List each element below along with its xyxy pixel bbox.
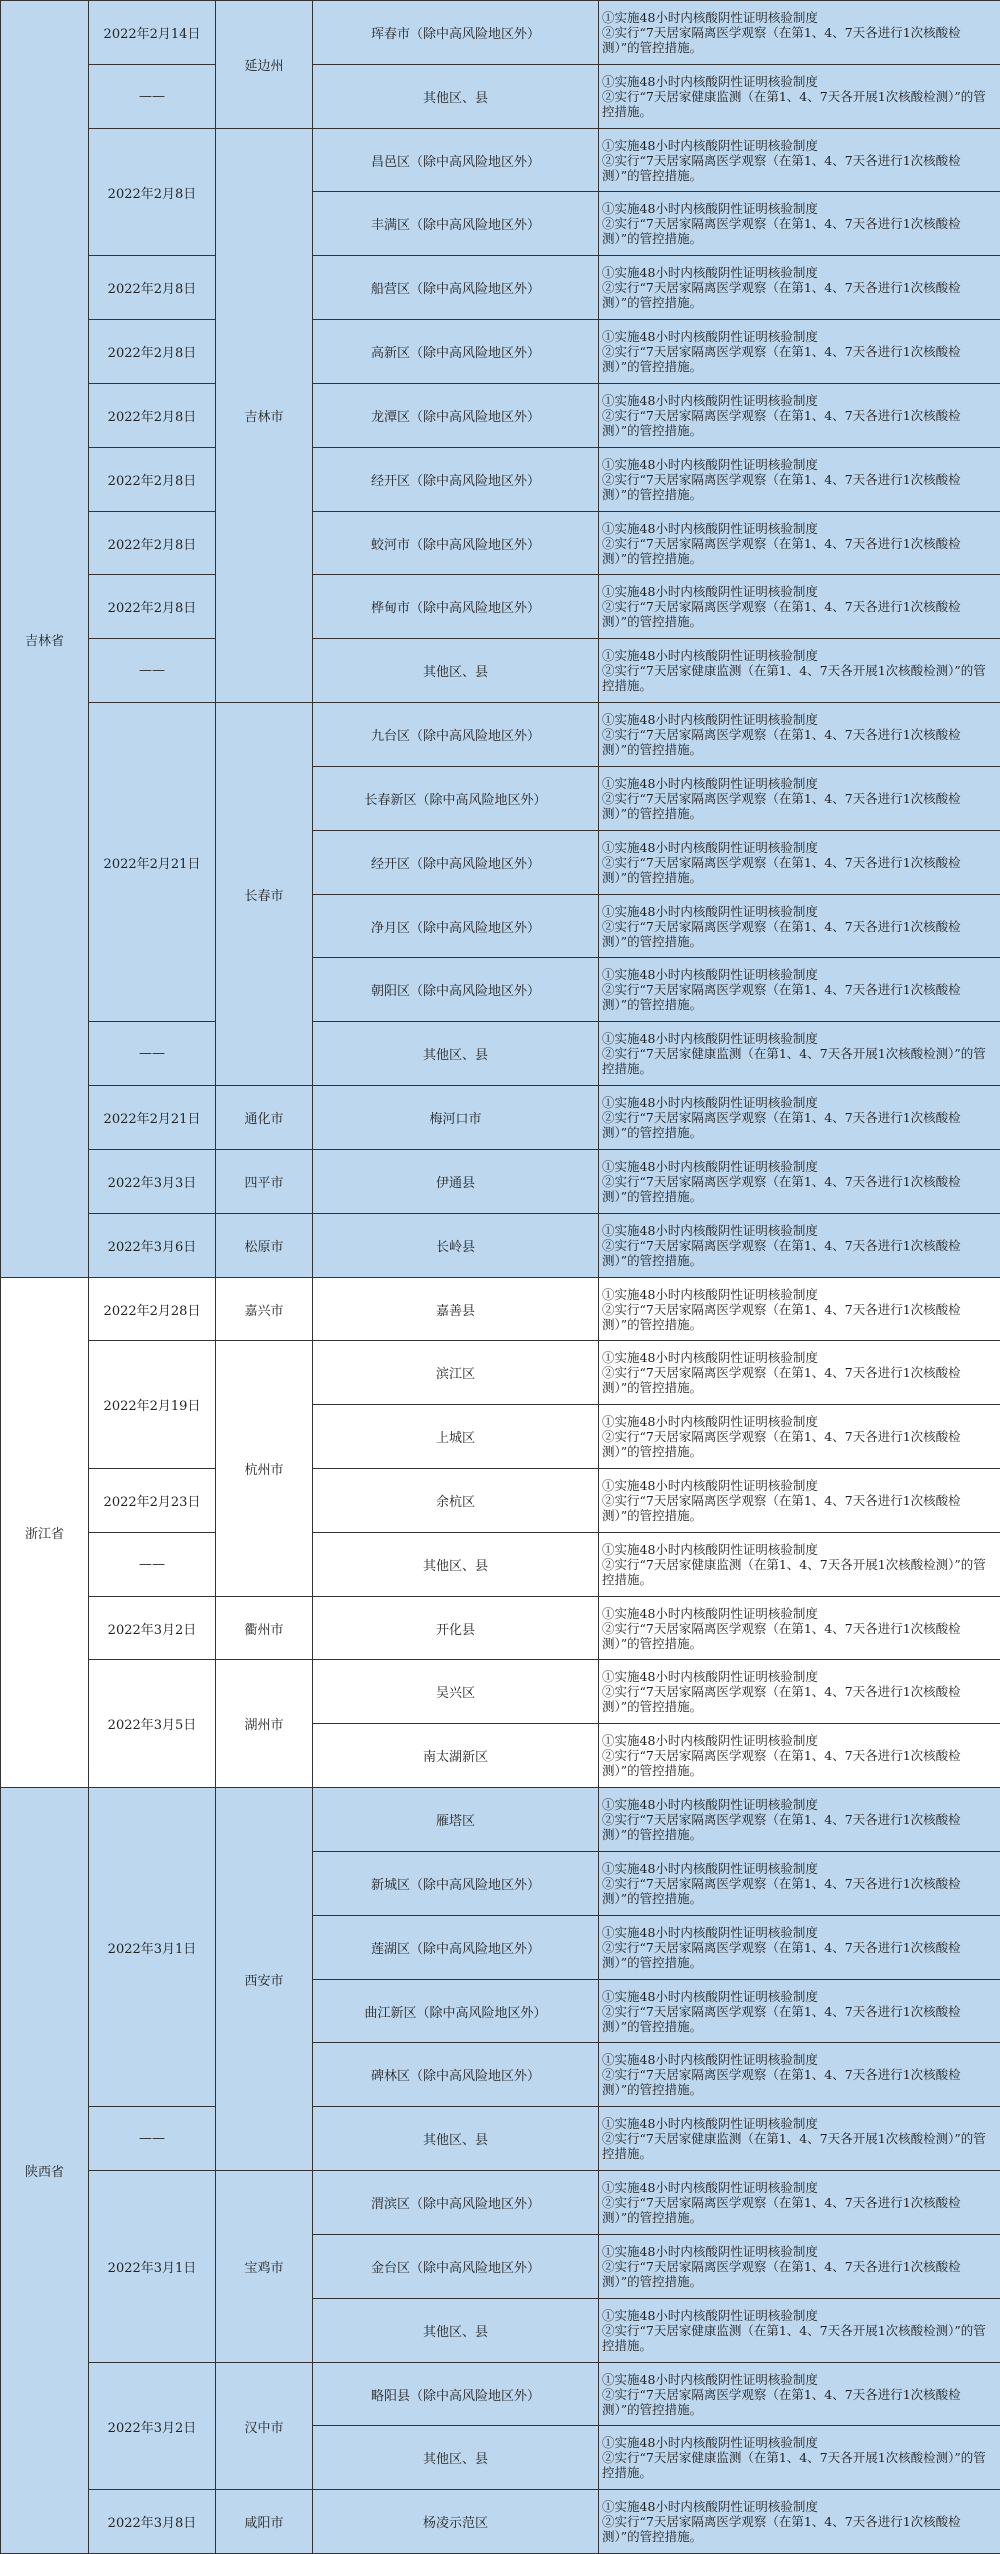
date-cell-text: 2022年3月2日 (107, 1622, 197, 1638)
city-cell (215, 2489, 313, 2554)
district-cell-text: 莲湖区（除中高风险地区外） (370, 1942, 540, 1957)
district-cell (312, 2362, 599, 2426)
date-cell (88, 255, 216, 320)
date-cell-text: 2022年3月5日 (107, 1718, 197, 1733)
requirement-cell-text: ①实施48小时内核酸阴性证明核验制度 ②实行“7天居家健康监测（在第1、4、7天各开展1次核酸检测）”的管控措施。 (602, 648, 986, 693)
requirement-cell-text: ①实施48小时内核酸阴性证明核验制度 ②实行“7天居家隔离医学观察（在第1、4、7天各进行1次核酸检测）”的管控措施。 (602, 584, 961, 629)
district-cell-text: 龙潭区（除中高风险地区外） (370, 410, 540, 425)
district-cell (312, 957, 599, 1022)
requirement-cell (598, 1659, 1000, 1724)
requirement-cell-text: ①实施48小时内核酸阴性证明核验制度 ②实行“7天居家隔离医学观察（在第1、4、7天各进行1次核酸检测）”的管控措施。 (602, 2244, 961, 2289)
district-cell-text: 珲春市（除中高风险地区外） (370, 27, 540, 42)
date-cell-text: 2022年2月28日 (103, 1303, 201, 1319)
date-cell (88, 1532, 216, 1597)
district-cell-text: 曲江新区（除中高风险地区外） (364, 2005, 547, 2021)
requirement-cell-text: ①实施48小时内核酸阴性证明核验制度 ②实行“7天居家隔离医学观察（在第1、4、7天各进行1次核酸检测）”的管控措施。 (602, 1733, 961, 1778)
date-cell-text: 2022年2月14日 (103, 27, 201, 42)
district-cell (312, 511, 599, 575)
district-cell-text: 桦甸市（除中高风险地区外） (370, 601, 540, 616)
date-cell-text: 2022年2月19日 (103, 1399, 201, 1414)
requirement-cell-text: ①实施48小时内核酸阴性证明核验制度 ②实行“7天居家隔离医学观察（在第1、4、7天各进行1次核酸检测）”的管控措施。 (602, 1988, 961, 2034)
district-cell (312, 1340, 599, 1405)
requirement-cell-text: ①实施48小时内核酸阴性证明核验制度 ②实行“7天居家隔离医学观察（在第1、4、7天各进行1次核酸检测）”的管控措施。 (602, 1669, 961, 1714)
district-cell-text: 雁塔区 (435, 1814, 475, 1829)
date-cell (88, 1149, 216, 1214)
requirement-cell-text: ①实施48小时内核酸阴性证明核验制度 ②实行“7天居家隔离医学观察（在第1、4、7天各进行1次核酸检测）”的管控措施。 (602, 1095, 961, 1140)
date-cell-text: 2022年2月8日 (107, 346, 197, 361)
city-cell-text: 吉林市 (244, 410, 284, 425)
district-cell-text: 船营区（除中高风险地区外） (370, 282, 540, 297)
district-cell-text: 丰满区（除中高风险地区外） (370, 218, 540, 233)
requirement-cell (598, 1340, 1000, 1405)
district-cell (312, 830, 599, 895)
city-cell (215, 1085, 313, 1150)
district-cell (312, 1021, 599, 1086)
city-cell-text: 通化市 (244, 1112, 284, 1127)
city-cell (215, 1787, 313, 2171)
date-cell (88, 447, 216, 512)
date-cell (88, 702, 216, 1022)
district-cell (312, 0, 599, 65)
district-cell-text: 九台区（除中高风险地区外） (370, 729, 540, 744)
city-cell-text: 杭州市 (244, 1463, 284, 1478)
district-cell-text: 朝阳区（除中高风险地区外） (370, 984, 540, 999)
requirement-cell-text: ①实施48小时内核酸阴性证明核验制度 ②实行“7天居家隔离医学观察（在第1、4、7天各进行1次核酸检测）”的管控措施。 (602, 265, 961, 310)
requirement-cell (598, 2106, 1000, 2171)
district-cell-text: 蛟河市（除中高风险地区外） (370, 537, 540, 553)
district-cell (312, 255, 599, 320)
requirement-cell (598, 574, 1000, 639)
city-cell-text: 汉中市 (244, 2420, 284, 2436)
requirement-cell (598, 702, 1000, 767)
city-cell-text: 衢州市 (244, 1622, 284, 1638)
district-cell (312, 638, 599, 703)
requirement-cell-text: ①实施48小时内核酸阴性证明核验制度 ②实行“7天居家隔离医学观察（在第1、4、7天各进行1次核酸检测）”的管控措施。 (602, 2180, 961, 2225)
requirement-cell-text: ①实施48小时内核酸阴性证明核验制度 ②实行“7天居家隔离医学观察（在第1、4、7天各进行1次核酸检测）”的管控措施。 (602, 2499, 961, 2544)
district-cell (312, 1915, 599, 1980)
district-cell-text: 其他区、县 (422, 91, 488, 106)
city-cell (215, 2362, 313, 2490)
district-cell (312, 1468, 599, 1533)
district-cell-text: 其他区、县 (422, 665, 488, 680)
district-cell-text: 昌邑区（除中高风险地区外） (370, 154, 540, 170)
requirement-cell-text: ①实施48小时内核酸阴性证明核验制度 ②实行“7天居家隔离医学观察（在第1、4、7天各进行1次核酸检测）”的管控措施。 (602, 967, 961, 1012)
district-cell (312, 1149, 599, 1214)
district-cell-text: 金台区（除中高风险地区外） (370, 2261, 540, 2276)
district-cell (312, 2298, 599, 2363)
date-cell (88, 1596, 216, 1660)
date-cell (88, 2362, 216, 2490)
district-cell (312, 1213, 599, 1278)
city-cell-text: 西安市 (244, 1973, 284, 1989)
requirement-cell-text: ①实施48小时内核酸阴性证明核验制度 ②实行“7天居家健康监测（在第1、4、7天各开展1次核酸检测）”的管控措施。 (602, 1031, 986, 1076)
district-cell-text: 长岭县 (435, 1240, 475, 1255)
district-cell (312, 2042, 599, 2107)
district-cell-text: 梅河口市 (429, 1112, 482, 1127)
city-cell (215, 128, 313, 703)
requirement-cell (598, 1915, 1000, 1980)
date-cell (88, 1021, 216, 1086)
district-cell (312, 128, 599, 192)
district-cell (312, 2425, 599, 2490)
district-cell (312, 1596, 599, 1660)
requirement-cell (598, 1085, 1000, 1150)
requirement-cell (598, 447, 1000, 512)
requirement-cell-text: ①实施48小时内核酸阴性证明核验制度 ②实行“7天居家隔离医学观察（在第1、4、7天各进行1次核酸检测）”的管控措施。 (602, 1925, 961, 1970)
requirement-cell-text: ①实施48小时内核酸阴性证明核验制度 ②实行“7天居家隔离医学观察（在第1、4、7天各进行1次核酸检测）”的管控措施。 (602, 201, 961, 246)
district-cell (312, 191, 599, 256)
district-cell (312, 1085, 599, 1150)
district-cell (312, 1851, 599, 1916)
city-cell-text: 宝鸡市 (244, 2261, 284, 2276)
date-cell-text: 2022年2月8日 (107, 537, 197, 553)
city-cell-text: 松原市 (244, 1240, 284, 1255)
requirement-cell (598, 894, 1000, 958)
date-cell-text: —— (139, 663, 165, 678)
requirement-cell (598, 638, 1000, 703)
requirement-cell-text: ①实施48小时内核酸阴性证明核验制度 ②实行“7天居家隔离医学观察（在第1、4、7天各进行1次核酸检测）”的管控措施。 (602, 2052, 961, 2097)
requirement-cell-text: ①实施48小时内核酸阴性证明核验制度 ②实行“7天居家隔离医学观察（在第1、4、7天各进行1次核酸检测）”的管控措施。 (602, 1605, 961, 1651)
requirement-cell-text: ①实施48小时内核酸阴性证明核验制度 ②实行“7天居家隔离医学观察（在第1、4、7天各进行1次核酸检测）”的管控措施。 (602, 1861, 961, 1906)
district-cell-text: 略阳县（除中高风险地区外） (370, 2388, 540, 2404)
requirement-cell-text: ①实施48小时内核酸阴性证明核验制度 ②实行“7天居家健康监测（在第1、4、7天各开展1次核酸检测）”的管控措施。 (602, 2308, 986, 2353)
requirement-cell (598, 766, 1000, 831)
district-cell-text: 滨江区 (435, 1367, 475, 1382)
district-cell (312, 383, 599, 448)
requirement-cell (598, 255, 1000, 320)
requirement-cell (598, 2234, 1000, 2299)
district-cell-text: 净月区（除中高风险地区外） (370, 920, 540, 936)
city-cell-text: 四平市 (244, 1176, 284, 1191)
requirement-cell-text: ①实施48小时内核酸阴性证明核验制度 ②实行“7天居家隔离医学观察（在第1、4、7天各进行1次核酸检测）”的管控措施。 (602, 840, 961, 885)
city-cell-text: 长春市 (244, 888, 284, 904)
district-cell-text: 伊通县 (435, 1176, 475, 1191)
requirement-cell-text: ①实施48小时内核酸阴性证明核验制度 ②实行“7天居家隔离医学观察（在第1、4、7天各进行1次核酸检测）”的管控措施。 (602, 1478, 961, 1523)
requirement-cell-text: ①实施48小时内核酸阴性证明核验制度 ②实行“7天居家健康监测（在第1、4、7天各开展1次核酸检测）”的管控措施。 (602, 1542, 986, 1587)
district-cell (312, 2170, 599, 2235)
requirement-cell (598, 1723, 1000, 1788)
requirement-cell-text: ①实施48小时内核酸阴性证明核验制度 ②实行“7天居家隔离医学观察（在第1、4、7天各进行1次核酸检测）”的管控措施。 (602, 903, 961, 949)
date-cell-text: 2022年2月8日 (107, 410, 197, 425)
district-cell (312, 1787, 599, 1852)
requirement-cell (598, 830, 1000, 895)
requirement-cell (598, 319, 1000, 384)
city-cell (215, 2170, 313, 2363)
requirement-cell (598, 1468, 1000, 1533)
province-cell-text: 浙江省 (24, 1527, 64, 1542)
date-cell-text: 2022年2月8日 (107, 282, 197, 297)
requirement-cell-text: ①实施48小时内核酸阴性证明核验制度 ②实行“7天居家隔离医学观察（在第1、4、7天各进行1次核酸检测）”的管控措施。 (602, 457, 961, 502)
date-cell-text: —— (139, 2131, 165, 2146)
city-cell (215, 1213, 313, 1278)
district-cell (312, 1979, 599, 2043)
date-cell-text: —— (139, 1557, 165, 1572)
requirement-cell (598, 1787, 1000, 1852)
date-cell (88, 0, 216, 65)
district-cell-text: 碑林区（除中高风险地区外） (370, 2069, 540, 2084)
requirement-cell-text: ①实施48小时内核酸阴性证明核验制度 ②实行“7天居家健康监测（在第1、4、7天各开展1次核酸检测）”的管控措施。 (602, 2116, 986, 2161)
requirement-cell (598, 0, 1000, 65)
city-cell (215, 702, 313, 1086)
district-cell-text: 渭滨区（除中高风险地区外） (370, 2197, 540, 2212)
city-cell (215, 1277, 313, 1341)
district-cell-text: 杨凌示范区 (422, 2516, 488, 2531)
requirement-cell (598, 2362, 1000, 2426)
district-cell-text: 高新区（除中高风险地区外） (370, 346, 540, 361)
date-cell-text: 2022年2月8日 (107, 601, 197, 616)
district-cell-text: 其他区、县 (422, 1048, 488, 1063)
province-cell (0, 1787, 89, 2554)
city-cell (215, 1149, 313, 1214)
city-cell (215, 1659, 313, 1788)
city-cell-text: 湖州市 (244, 1718, 284, 1733)
date-cell-text: 2022年3月1日 (107, 1941, 197, 1957)
district-cell (312, 1532, 599, 1597)
requirement-cell-text: ①实施48小时内核酸阴性证明核验制度 ②实行“7天居家隔离医学观察（在第1、4、7天各进行1次核酸检测）”的管控措施。 (602, 1797, 961, 1842)
district-cell-text: 长春新区（除中高风险地区外） (364, 793, 547, 808)
district-cell (312, 319, 599, 384)
requirement-cell (598, 511, 1000, 575)
requirement-cell-text: ①实施48小时内核酸阴性证明核验制度 ②实行“7天居家隔离医学观察（在第1、4、7天各进行1次核酸检测）”的管控措施。 (602, 329, 961, 374)
requirement-cell (598, 1149, 1000, 1214)
date-cell (88, 1085, 216, 1150)
date-cell (88, 64, 216, 129)
district-cell-text: 嘉善县 (435, 1303, 475, 1319)
district-cell (312, 894, 599, 958)
requirement-cell (598, 1979, 1000, 2043)
district-cell-text: 其他区、县 (422, 2133, 488, 2148)
district-cell-text: 其他区、县 (422, 2325, 488, 2340)
district-cell (312, 447, 599, 512)
date-cell (88, 574, 216, 639)
date-cell-text: —— (139, 1046, 165, 1061)
province-cell-text: 陕西省 (24, 2165, 64, 2180)
requirement-cell (598, 383, 1000, 448)
date-cell (88, 319, 216, 384)
requirement-cell (598, 2425, 1000, 2490)
date-cell (88, 2170, 216, 2363)
requirement-cell-text: ①实施48小时内核酸阴性证明核验制度 ②实行“7天居家隔离医学观察（在第1、4、7天各进行1次核酸检测）”的管控措施。 (602, 137, 961, 183)
city-cell-text: 咸阳市 (244, 2516, 284, 2531)
date-cell-text: 2022年2月8日 (107, 474, 197, 489)
requirement-cell (598, 1532, 1000, 1597)
district-cell-text: 上城区 (435, 1431, 475, 1446)
district-cell-text: 其他区、县 (422, 2452, 488, 2467)
date-cell (88, 1340, 216, 1469)
requirement-cell-text: ①实施48小时内核酸阴性证明核验制度 ②实行“7天居家隔离医学观察（在第1、4、7天各进行1次核酸检测）”的管控措施。 (602, 1350, 961, 1395)
requirement-cell (598, 1277, 1000, 1341)
date-cell (88, 1213, 216, 1278)
requirement-cell (598, 1213, 1000, 1278)
date-cell (88, 1787, 216, 2107)
district-cell (312, 2234, 599, 2299)
date-cell (88, 1659, 216, 1788)
city-cell (215, 0, 313, 129)
district-cell-text: 开化县 (435, 1622, 475, 1638)
city-cell-text: 嘉兴市 (244, 1303, 284, 1319)
requirement-cell (598, 1851, 1000, 1916)
requirement-cell (598, 2489, 1000, 2554)
requirement-cell (598, 957, 1000, 1022)
requirement-cell (598, 1596, 1000, 1660)
requirement-cell-text: ①实施48小时内核酸阴性证明核验制度 ②实行“7天居家隔离医学观察（在第1、4、7天各进行1次核酸检测）”的管控措施。 (602, 10, 961, 55)
date-cell (88, 511, 216, 575)
district-cell (312, 766, 599, 831)
date-cell-text: 2022年2月23日 (103, 1495, 201, 1510)
requirement-cell (598, 128, 1000, 192)
district-cell (312, 1277, 599, 1341)
district-cell-text: 吴兴区 (435, 1686, 475, 1701)
requirement-cell-text: ①实施48小时内核酸阴性证明核验制度 ②实行“7天居家隔离医学观察（在第1、4、7天各进行1次核酸检测）”的管控措施。 (602, 520, 961, 566)
district-cell (312, 64, 599, 129)
district-cell-text: 其他区、县 (422, 1559, 488, 1574)
requirement-cell-text: ①实施48小时内核酸阴性证明核验制度 ②实行“7天居家隔离医学观察（在第1、4、7天各进行1次核酸检测）”的管控措施。 (602, 393, 961, 438)
district-cell (312, 574, 599, 639)
date-cell (88, 383, 216, 448)
requirement-cell (598, 64, 1000, 129)
requirement-cell (598, 191, 1000, 256)
district-cell (312, 2106, 599, 2171)
requirement-cell-text: ①实施48小时内核酸阴性证明核验制度 ②实行“7天居家健康监测（在第1、4、7天各开展1次核酸检测）”的管控措施。 (602, 2435, 986, 2480)
date-cell-text: 2022年2月21日 (103, 1112, 201, 1127)
date-cell-text: 2022年2月21日 (103, 856, 201, 872)
requirement-cell-text: ①实施48小时内核酸阴性证明核验制度 ②实行“7天居家健康监测（在第1、4、7天各开展1次核酸检测）”的管控措施。 (602, 74, 986, 119)
district-cell (312, 702, 599, 767)
district-cell (312, 1659, 599, 1724)
district-cell-text: 经开区（除中高风险地区外） (370, 474, 540, 489)
district-cell-text: 余杭区 (435, 1495, 475, 1510)
district-cell (312, 2489, 599, 2554)
district-cell-text: 新城区（除中高风险地区外） (370, 1878, 540, 1893)
date-cell (88, 128, 216, 256)
province-cell (0, 1277, 89, 1788)
date-cell-text: 2022年2月8日 (107, 186, 197, 202)
date-cell-text: —— (139, 89, 165, 104)
date-cell (88, 2106, 216, 2171)
city-cell (215, 1596, 313, 1660)
district-cell-text: 经开区（除中高风险地区外） (370, 857, 540, 872)
date-cell (88, 2489, 216, 2554)
requirement-cell-text: ①实施48小时内核酸阴性证明核验制度 ②实行“7天居家隔离医学观察（在第1、4、7天各进行1次核酸检测）”的管控措施。 (602, 712, 961, 757)
city-cell (215, 1340, 313, 1597)
requirement-cell-text: ①实施48小时内核酸阴性证明核验制度 ②实行“7天居家隔离医学观察（在第1、4、7天各进行1次核酸检测）”的管控措施。 (602, 1286, 961, 1332)
requirement-cell-text: ①实施48小时内核酸阴性证明核验制度 ②实行“7天居家隔离医学观察（在第1、4、7天各进行1次核酸检测）”的管控措施。 (602, 1414, 961, 1459)
requirement-cell-text: ①实施48小时内核酸阴性证明核验制度 ②实行“7天居家隔离医学观察（在第1、4、7天各进行1次核酸检测）”的管控措施。 (602, 1223, 961, 1268)
requirement-cell-text: ①实施48小时内核酸阴性证明核验制度 ②实行“7天居家隔离医学观察（在第1、4、7天各进行1次核酸检测）”的管控措施。 (602, 776, 961, 821)
district-cell (312, 1723, 599, 1788)
requirement-cell-text: ①实施48小时内核酸阴性证明核验制度 ②实行“7天居家隔离医学观察（在第1、4、7天各进行1次核酸检测）”的管控措施。 (602, 2371, 961, 2417)
requirement-cell (598, 2042, 1000, 2107)
date-cell (88, 638, 216, 703)
requirement-cell (598, 2170, 1000, 2235)
requirement-cell (598, 1021, 1000, 1086)
district-cell (312, 1404, 599, 1469)
date-cell (88, 1277, 216, 1341)
district-cell-text: 南太湖新区 (422, 1750, 488, 1765)
date-cell-text: 2022年3月1日 (107, 2261, 197, 2276)
province-cell-text: 吉林省 (24, 633, 64, 649)
requirement-cell (598, 2298, 1000, 2363)
city-cell-text: 延边州 (244, 59, 284, 74)
date-cell-text: 2022年3月3日 (107, 1176, 197, 1191)
requirement-cell-text: ①实施48小时内核酸阴性证明核验制度 ②实行“7天居家隔离医学观察（在第1、4、7天各进行1次核酸检测）”的管控措施。 (602, 1159, 961, 1204)
province-cell (0, 0, 89, 1278)
date-cell-text: 2022年3月2日 (107, 2420, 197, 2436)
date-cell-text: 2022年3月8日 (107, 2516, 197, 2531)
date-cell-text: 2022年3月6日 (107, 1240, 197, 1255)
date-cell (88, 1468, 216, 1533)
requirement-cell (598, 1404, 1000, 1469)
